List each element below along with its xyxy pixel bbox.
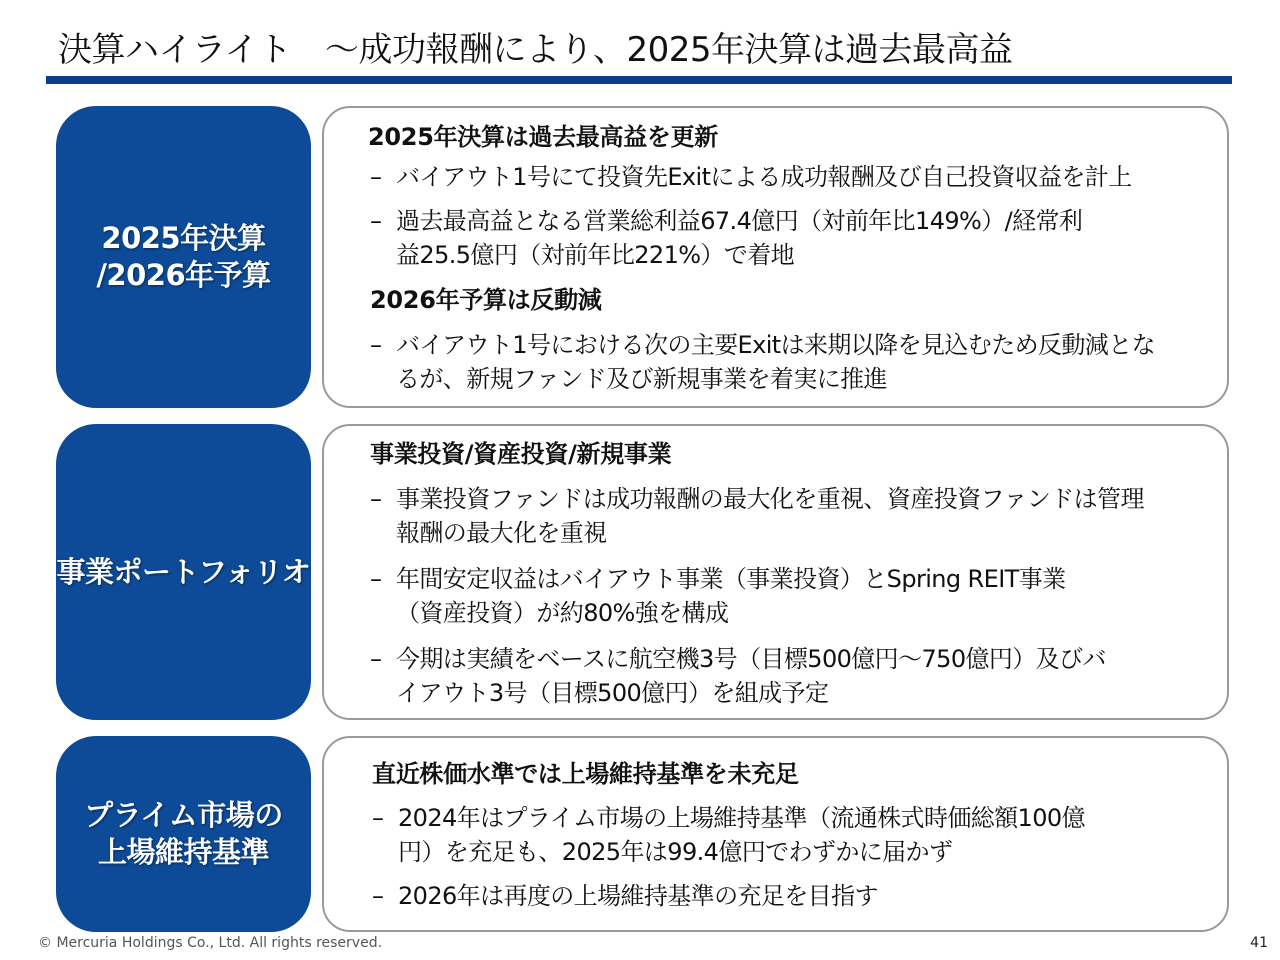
row-label-text: 2025年決算 /2026年予算 [96,221,271,292]
row-label-business-portfolio [56,424,311,720]
row-label-prime-market [56,736,311,932]
bullet-line: イアウト3号（目標500億円）を組成予定 [396,679,829,707]
section-heading: 2025年決算は過去最高益を更新 [368,123,718,151]
bullet-line: 報酬の最大化を重視 [396,519,607,547]
bullet-line: 今期は実績をベースに航空機3号（目標500億円～750億円）及びバ [396,645,1106,673]
bullet-dash: – [372,804,384,832]
bullet-line: 2026年は再度の上場維持基準の充足を目指す [398,882,878,910]
bullet-dash: – [370,331,382,359]
bullet-dash: – [372,882,384,910]
bullet-line: 円）を充足も、2025年は99.4億円でわずかに届かず [398,838,953,866]
section-heading: 2026年予算は反動減 [370,286,602,314]
bullet-line: バイアウト1号にて投資先Exitによる成功報酬及び自己投資収益を計上 [396,163,1132,191]
bullet-line: 過去最高益となる営業総利益67.4億円（対前年比149%）/経常利 [396,207,1083,235]
bullet-line: 年間安定収益はバイアウト事業（事業投資）とSpring REIT事業 [396,565,1066,593]
bullet-dash: – [370,485,382,513]
section-heading: 事業投資/資産投資/新規事業 [370,440,672,468]
bullet-line: 2024年はプライム市場の上場維持基準（流通株式時価総額100億 [398,804,1085,832]
bullet-line: バイアウト1号における次の主要Exitは来期以降を見込むため反動減とな [396,331,1155,359]
row-label-text: 事業ポートフォリオ [56,554,311,589]
row-label-results-budget [56,106,311,408]
title-underline [46,76,1232,84]
page-title: 決算ハイライト ～成功報酬により、2025年決算は過去最高益 [58,30,1013,70]
bullet-dash: – [370,163,382,191]
bullet-dash: – [370,207,382,235]
bullet-line: るが、新規ファンド及び新規事業を着実に推進 [396,365,887,393]
page-number: 41 [1250,935,1268,951]
bullet-line: 益25.5億円（対前年比221%）で着地 [396,241,795,269]
bullet-dash: – [370,565,382,593]
bullet-line: （資産投資）が約80%強を構成 [396,599,729,627]
copyright-footer: © Mercuria Holdings Co., Ltd. All rights reserved. [38,935,383,951]
row-label-text: プライム市場の 上場維持基準 [84,798,283,869]
bullet-line: 事業投資ファンドは成功報酬の最大化を重視、資産投資ファンドは管理 [396,485,1144,513]
section-heading: 直近株価水準では上場維持基準を未充足 [372,760,799,788]
bullet-dash: – [370,645,382,673]
